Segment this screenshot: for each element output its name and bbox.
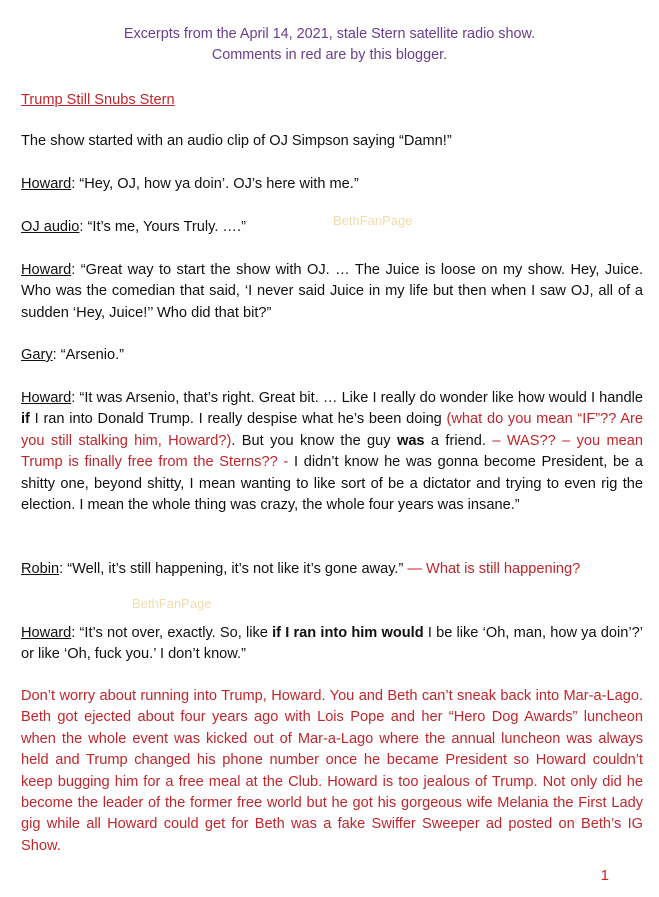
speaker-name: Howard [21, 262, 72, 278]
dialogue-text: I didn’t know he was gonna become President, be a shitty one, beyond shitty, I mean wanting to like sort of be a dictator and trying to even rig the election. I mean the whole thing was crazy, the whole four years was insane.” [21, 454, 643, 514]
dialogue-text: : “It’s not over, exactly. So, like [71, 625, 273, 641]
speaker-name: Howard [21, 390, 72, 406]
dialogue-p6 [21, 559, 643, 580]
dialogue-text: : “It was Arsenio, that’s right. Great bit. … Like I really do wonder like how would I handle [71, 390, 643, 406]
speaker-name: Howard [21, 625, 72, 641]
speaker-name: Robin [21, 561, 60, 577]
blogger-commentary: Don’t worry about running into Trump, Howard. You and Beth can’t sneak back into Mar-a-Lago. Beth got ejected about four years ago with Lois Pope and her “Hero Dog Awards” luncheon when the whole event was kicked out of Mar-a-Lago where the annual luncheon was always held and Trump changed his phone number once he became President so Howard couldn’t keep bugging him for a free meal at the Club. Howard is too jealous of Trump. Not only did he become the leader of the former free world but he got his gorgeous wife Melania the First Lady gig while all Howard could get for Beth was a fake Swiffer Sweeper ad posted on Beth’s IG Show. [21, 688, 643, 854]
dialogue-text: : “Well, it’s still happening, it’s not like it’s gone away.” [59, 561, 408, 577]
blogger-comment: — What is still happening? [407, 561, 581, 577]
dialogue-p1 [21, 174, 643, 195]
blogger-comment: (what do you mean “IF”?? Are you still stalking him, Howard?) [21, 411, 643, 449]
bold-word: if [21, 411, 30, 428]
article-title: Trump Still Snubs Stern [21, 92, 175, 108]
dialogue-p2 [21, 217, 643, 238]
watermark-text: BethFanPage [132, 596, 212, 611]
page-header [0, 24, 659, 66]
dialogue-text: : “It’s me, Yours Truly. ….” [79, 219, 246, 235]
bold-word: was [396, 432, 425, 449]
dialogue-text: I be like ‘Oh, man, how ya doin’?’ or like ‘Oh, fuck you.’ I don’t know.” [21, 625, 643, 663]
dialogue-p7 [21, 623, 643, 666]
speaker-name: Gary [21, 347, 53, 363]
dialogue-text: : “Great way to start the show with OJ. … The Juice is loose on my show. Hey, Juice. Who was the comedian that said, ‘I never said Juice in my life but then when I saw OJ, all of a sudden ‘Hey, Juice!’’ Who did that bit?” [21, 262, 643, 321]
dialogue-text: I ran into Donald Trump. I really despise what he’s been doing [29, 411, 447, 428]
dialogue-text: : “Hey, OJ, how ya doin’. OJ’s here with me.” [71, 176, 359, 192]
dialogue-text: . But you know the guy [231, 432, 397, 449]
intro-paragraph: The show started with an audio clip of OJ Simpson saying “Damn!” [21, 133, 452, 149]
watermark-text: BethFanPage [333, 213, 413, 228]
header-line-1: Excerpts from the April 14, 2021, stale Stern satellite radio show. [123, 26, 536, 42]
dialogue-text: : “Arsenio.” [52, 347, 124, 363]
speaker-name: OJ audio [21, 219, 80, 235]
speaker-name: Howard [21, 176, 72, 192]
page-number: 1 [600, 867, 609, 884]
bold-phrase: if I ran into him would [272, 625, 424, 641]
dialogue-p4 [21, 345, 643, 366]
dialogue-text: a friend. [424, 432, 493, 449]
header-line-2: Comments in red are by this blogger. [211, 47, 448, 63]
dialogue-p3 [21, 260, 643, 324]
dialogue-p5 [21, 388, 643, 516]
blogger-comment: – WAS?? – you mean Trump is finally free from the Sterns?? - [21, 432, 644, 471]
